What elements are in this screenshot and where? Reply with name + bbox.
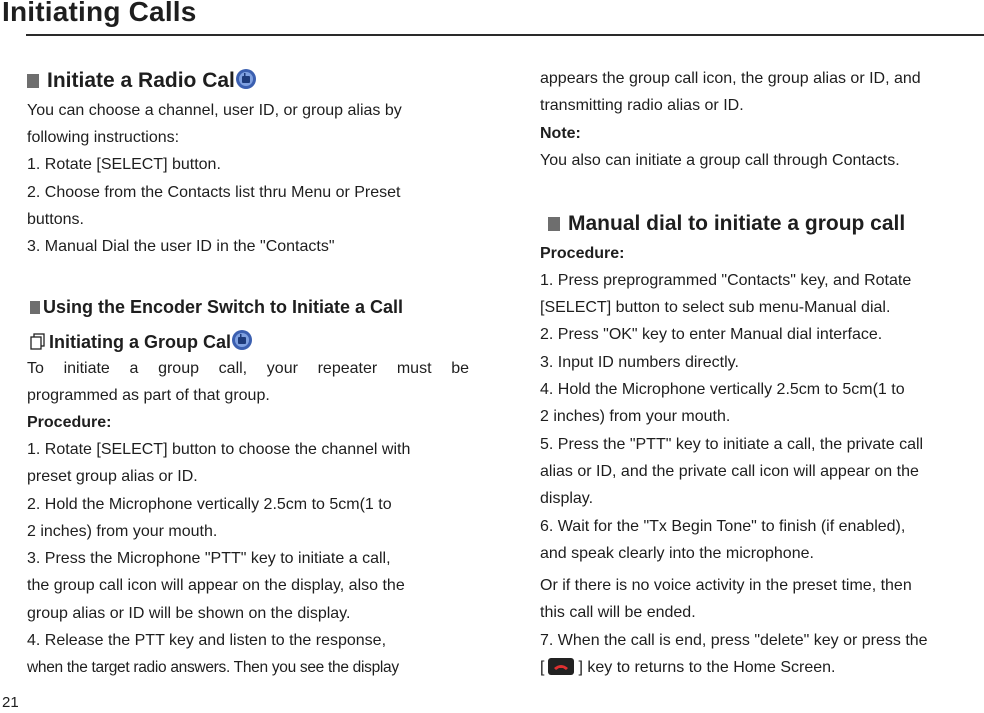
heading-text: Initiate a Radio Cal [47, 69, 235, 92]
text-line: when the target radio answers. Then you see the display [27, 659, 399, 676]
procedure-label: Procedure: [27, 414, 112, 431]
radio-call-icon [235, 68, 257, 90]
bullet-square-icon [30, 301, 40, 314]
text-line: 2 inches) from your mouth. [27, 523, 218, 540]
text-line: this call will be ended. [540, 604, 696, 621]
text-line: 3. Press the Microphone "PTT" key to initiate a call, [27, 550, 391, 567]
text-line: alias or ID, and the private call icon will appear on the [540, 463, 919, 480]
text-line: [SELECT] button to select sub menu-Manual dial. [540, 299, 891, 316]
text-line: 4. Hold the Microphone vertically 2.5cm to 5cm(1 to [540, 381, 905, 398]
text-line: 3. Manual Dial the user ID in the "Contacts" [27, 238, 335, 255]
text-line-last [540, 658, 835, 678]
text-line: transmitting radio alias or ID. [540, 97, 744, 114]
note-label: Note: [540, 125, 581, 142]
section-heading-radio-call [27, 68, 257, 93]
section-heading-manual-dial [548, 212, 905, 236]
subsection-heading-group-call [30, 329, 253, 353]
bracket-open: [ [540, 659, 545, 676]
section-heading-encoder [30, 296, 403, 318]
heading-text: Initiating a Group Cal [49, 332, 232, 352]
page-title: Initiating Calls [2, 0, 197, 27]
text-line: Or if there is no voice activity in the preset time, then [540, 577, 912, 594]
note-text: You also can initiate a group call through Contacts. [540, 152, 900, 169]
heading-text: Using the Encoder Switch to Initiate a Call [43, 297, 404, 317]
text-line: 2 inches) from your mouth. [540, 408, 731, 425]
end-call-key-icon [548, 658, 574, 675]
document-icon [30, 333, 46, 350]
radio-call-icon [231, 329, 253, 351]
text-line: 6. Wait for the "Tx Begin Tone" to finish (if enabled), [540, 518, 906, 535]
text-line: following instructions: [27, 129, 180, 146]
title-divider [26, 34, 984, 36]
bracket-close-text: ] key to returns to the Home Screen. [578, 659, 836, 676]
heading-text: Manual dial to initiate a group call [568, 212, 906, 235]
bullet-square-icon [27, 74, 39, 88]
text-line: 2. Hold the Microphone vertically 2.5cm to 5cm(1 to [27, 496, 392, 513]
text-line: 4. Release the PTT key and listen to the response, [27, 632, 387, 649]
text-line: To initiate a group call, your repeater must be [27, 360, 469, 377]
text-line: group alias or ID will be shown on the display. [27, 605, 351, 622]
text-line: and speak clearly into the microphone. [540, 545, 814, 562]
text-line: 2. Choose from the Contacts list thru Menu or Preset [27, 184, 401, 201]
text-line: display. [540, 490, 594, 507]
text-line: 1. Press preprogrammed "Contacts" key, and Rotate [540, 272, 912, 289]
procedure-label: Procedure: [540, 245, 625, 262]
text-line: buttons. [27, 211, 84, 228]
text-line: 5. Press the "PTT" key to initiate a call, the private call [540, 436, 924, 453]
text-line: You can choose a channel, user ID, or group alias by [27, 102, 402, 119]
text-line: the group call icon will appear on the display, also the [27, 577, 405, 594]
text-line: 1. Rotate [SELECT] button to choose the channel with [27, 441, 411, 458]
text-line: programmed as part of that group. [27, 387, 270, 404]
text-line: 3. Input ID numbers directly. [540, 354, 739, 371]
text-line: 1. Rotate [SELECT] button. [27, 156, 221, 173]
bullet-square-icon [548, 217, 560, 231]
text-line: appears the group call icon, the group alias or ID, and [540, 70, 921, 87]
text-line: 2. Press "OK" key to enter Manual dial interface. [540, 326, 883, 343]
text-line: preset group alias or ID. [27, 468, 198, 485]
text-line: 7. When the call is end, press "delete" key or press the [540, 632, 928, 649]
page-number: 21 [2, 694, 19, 711]
